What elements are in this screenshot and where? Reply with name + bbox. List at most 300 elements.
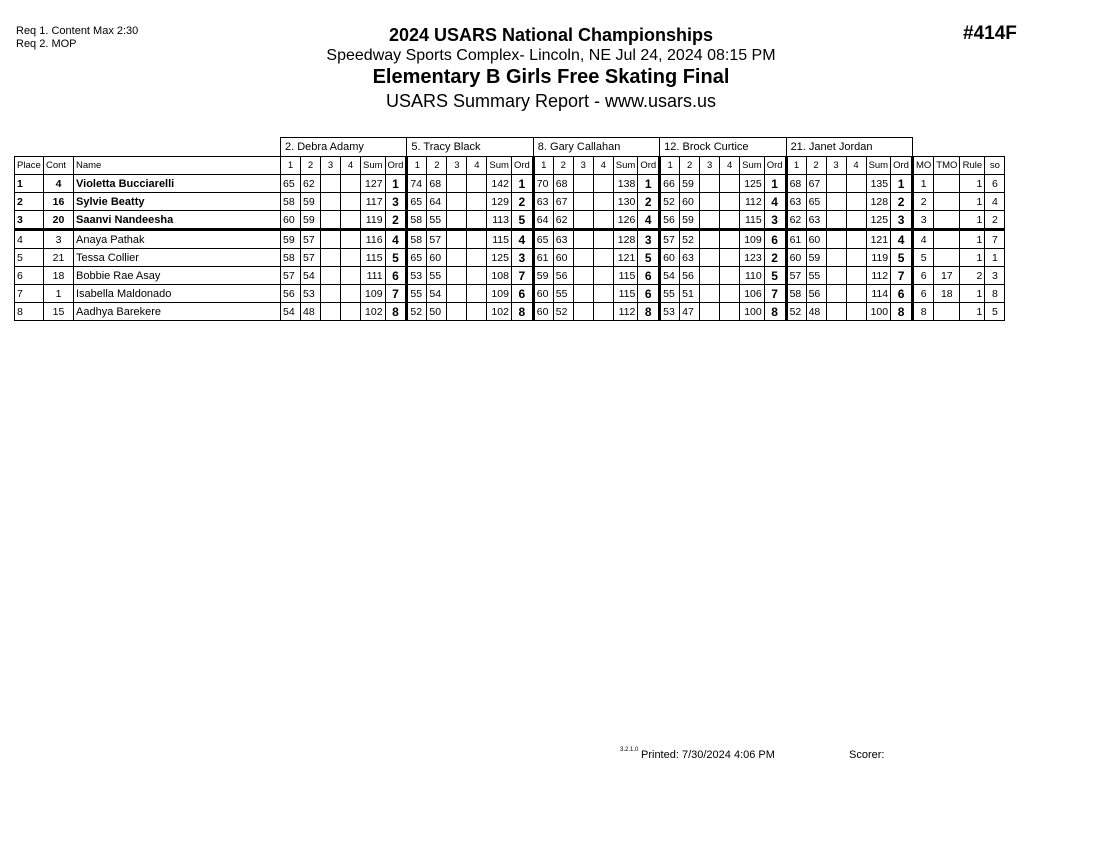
skater-name: Saanvi Nandeesha [74,211,281,230]
score-3 [700,303,720,321]
ordinal: 5 [511,211,533,230]
score-sum: 102 [487,303,512,321]
ordinal: 8 [891,303,913,321]
score-2: 67 [553,193,573,211]
event-code: #414F [963,23,1017,44]
score-3 [573,285,593,303]
ordinal: 5 [891,249,913,267]
header-judge-col: 1 [660,157,680,175]
score-sum: 125 [487,249,512,267]
score-4 [846,193,866,211]
event-title: Elementary B Girls Free Skating Final [372,66,730,88]
score-4 [341,249,361,267]
score-2: 47 [680,303,700,321]
score-4 [720,267,740,285]
skater-name: Sylvie Beatty [74,193,281,211]
cont-cell: 16 [44,193,74,211]
ordinal: 1 [385,175,407,193]
ordinal: 6 [764,230,786,249]
score-1: 52 [660,193,680,211]
score-sum: 128 [866,193,891,211]
score-1: 65 [281,175,301,193]
header-judge-col: 1 [407,157,427,175]
score-2: 59 [301,211,321,230]
score-2: 48 [806,303,826,321]
rule-cell: 2 [960,267,985,285]
table-row [15,285,1005,303]
score-sum: 121 [866,230,891,249]
score-3 [573,211,593,230]
header-judge-col: Ord [511,157,533,175]
ordinal: 5 [764,267,786,285]
ordinal: 6 [638,267,660,285]
score-4 [341,211,361,230]
requirement-1: Req 1. Content Max 2:30 [16,25,139,37]
ordinal: 3 [638,230,660,249]
score-4 [720,175,740,193]
requirements [16,25,138,51]
score-1: 60 [786,249,806,267]
score-2: 57 [301,230,321,249]
score-1: 60 [281,211,301,230]
header-judge-col: 4 [467,157,487,175]
score-1: 59 [533,267,553,285]
score-2: 53 [301,285,321,303]
place-cell: 2 [15,193,44,211]
score-3 [826,230,846,249]
score-sum: 108 [487,267,512,285]
tmo-cell [934,175,960,193]
score-sum: 128 [613,230,638,249]
score-4 [720,249,740,267]
place-cell: 7 [15,285,44,303]
so-cell: 3 [985,267,1005,285]
header-judge-col: 3 [700,157,720,175]
header-cont: Cont [44,157,74,175]
score-2: 56 [553,267,573,285]
header-judge-col: 3 [573,157,593,175]
score-1: 56 [281,285,301,303]
score-2: 59 [301,193,321,211]
cont-cell: 4 [44,175,74,193]
place-cell: 3 [15,211,44,230]
rule-cell: 1 [960,175,985,193]
score-4 [341,175,361,193]
ordinal: 6 [385,267,407,285]
place-cell: 6 [15,267,44,285]
score-1: 56 [660,211,680,230]
ordinal: 6 [511,285,533,303]
score-4 [846,303,866,321]
score-1: 70 [533,175,553,193]
score-sum: 109 [740,230,765,249]
score-2: 62 [553,211,573,230]
score-1: 74 [407,175,427,193]
score-3 [447,267,467,285]
table-row [15,267,1005,285]
score-sum: 127 [361,175,386,193]
score-3 [700,249,720,267]
score-3 [700,267,720,285]
score-sum: 125 [740,175,765,193]
header-judge-col: 3 [321,157,341,175]
score-2: 48 [301,303,321,321]
score-3 [447,285,467,303]
mo-cell: 5 [912,249,933,267]
score-2: 60 [553,249,573,267]
header-judge-col: Sum [361,157,386,175]
score-2: 55 [806,267,826,285]
score-1: 61 [786,230,806,249]
score-sum: 112 [613,303,638,321]
score-1: 65 [407,249,427,267]
score-1: 58 [281,249,301,267]
score-sum: 100 [866,303,891,321]
score-sum: 130 [613,193,638,211]
score-sum: 142 [487,175,512,193]
score-sum: 112 [866,267,891,285]
score-4 [467,193,487,211]
score-4 [341,230,361,249]
cont-cell: 21 [44,249,74,267]
so-cell: 2 [985,211,1005,230]
score-sum: 106 [740,285,765,303]
score-1: 60 [533,303,553,321]
score-2: 59 [680,175,700,193]
header-judge-col: 2 [680,157,700,175]
score-sum: 115 [613,285,638,303]
ordinal: 8 [385,303,407,321]
header-judge-col: 3 [447,157,467,175]
score-4 [593,211,613,230]
score-1: 65 [407,193,427,211]
score-3 [573,193,593,211]
score-1: 55 [660,285,680,303]
header-judge-col: Ord [891,157,913,175]
ordinal: 4 [891,230,913,249]
ordinal: 8 [511,303,533,321]
tmo-cell [934,303,960,321]
score-4 [846,249,866,267]
header-judge-col: 4 [846,157,866,175]
score-3 [321,285,341,303]
so-cell: 8 [985,285,1005,303]
blank-cell [15,138,281,157]
score-sum: 123 [740,249,765,267]
score-sum: 135 [866,175,891,193]
mo-cell: 3 [912,211,933,230]
score-3 [700,230,720,249]
score-3 [447,175,467,193]
score-3 [321,249,341,267]
score-4 [467,285,487,303]
table-row [15,303,1005,321]
skater-name: Aadhya Barekere [74,303,281,321]
score-sum: 109 [361,285,386,303]
score-3 [321,193,341,211]
venue-date: Speedway Sports Complex- Lincoln, NE Jul 24, 2024 08:15 PM [326,47,776,64]
score-4 [341,303,361,321]
rule-cell: 1 [960,211,985,230]
header-judge-col: Ord [764,157,786,175]
ordinal: 7 [891,267,913,285]
score-3 [447,230,467,249]
score-sum: 111 [361,267,386,285]
rule-cell: 1 [960,249,985,267]
score-2: 59 [680,211,700,230]
score-2: 68 [427,175,447,193]
tmo-cell [934,211,960,230]
tmo-cell [934,193,960,211]
judge-name: 2. Debra Adamy [281,138,407,157]
mo-cell: 6 [912,285,933,303]
ordinal: 2 [511,193,533,211]
score-2: 63 [553,230,573,249]
score-sum: 112 [740,193,765,211]
score-3 [826,175,846,193]
ordinal: 3 [385,193,407,211]
score-3 [447,303,467,321]
scorer-label: Scorer: [849,749,885,761]
score-2: 54 [301,267,321,285]
ordinal: 6 [891,285,913,303]
score-sum: 109 [487,285,512,303]
score-2: 60 [680,193,700,211]
score-3 [447,211,467,230]
score-sum: 119 [361,211,386,230]
ordinal: 1 [891,175,913,193]
skater-name: Bobbie Rae Asay [74,267,281,285]
score-1: 57 [281,267,301,285]
score-sum: 113 [487,211,512,230]
tmo-cell [934,230,960,249]
header-judge-col: 4 [341,157,361,175]
championship-title: 2024 USARS National Championships [388,25,714,45]
mo-cell: 6 [912,267,933,285]
score-3 [321,175,341,193]
score-4 [720,211,740,230]
score-3 [447,249,467,267]
score-2: 62 [301,175,321,193]
score-4 [720,285,740,303]
score-1: 57 [660,230,680,249]
score-1: 53 [660,303,680,321]
header-judge-col: 1 [786,157,806,175]
so-cell: 6 [985,175,1005,193]
header-judge-col: Ord [638,157,660,175]
score-sum: 126 [613,211,638,230]
score-4 [467,267,487,285]
header-name: Name [74,157,281,175]
ordinal: 4 [511,230,533,249]
score-sum: 100 [740,303,765,321]
mo-cell: 1 [912,175,933,193]
rule-cell: 1 [960,230,985,249]
score-1: 58 [786,285,806,303]
requirement-2: Req 2. MOP [16,38,77,50]
tmo-cell: 17 [934,267,960,285]
report-header [250,24,852,113]
score-sum: 115 [487,230,512,249]
score-2: 54 [427,285,447,303]
ordinal: 8 [638,303,660,321]
score-1: 62 [786,211,806,230]
score-4 [593,175,613,193]
ordinal: 4 [385,230,407,249]
score-3 [573,249,593,267]
score-1: 61 [533,249,553,267]
ordinal: 3 [511,249,533,267]
header-rule: Rule [960,157,985,175]
score-sum: 110 [740,267,765,285]
score-1: 52 [786,303,806,321]
score-3 [321,230,341,249]
score-3 [826,193,846,211]
table-row [15,193,1005,211]
score-sum: 129 [487,193,512,211]
ordinal: 3 [764,211,786,230]
score-4 [846,175,866,193]
score-sum: 138 [613,175,638,193]
score-1: 59 [281,230,301,249]
header-so: so [985,157,1005,175]
score-1: 55 [407,285,427,303]
score-3 [826,267,846,285]
score-2: 55 [427,211,447,230]
place-cell: 1 [15,175,44,193]
rule-cell: 1 [960,193,985,211]
score-sum: 125 [866,211,891,230]
score-2: 56 [680,267,700,285]
header-judge-col: 2 [553,157,573,175]
judge-name: 5. Tracy Black [407,138,533,157]
header-place: Place [15,157,44,175]
blank-cell [912,138,1004,157]
place-cell: 8 [15,303,44,321]
rule-cell: 1 [960,303,985,321]
score-sum: 115 [740,211,765,230]
score-3 [700,211,720,230]
score-4 [341,267,361,285]
score-3 [573,267,593,285]
score-3 [321,303,341,321]
score-sum: 119 [866,249,891,267]
score-1: 57 [786,267,806,285]
score-4 [593,267,613,285]
header-judge-col: Sum [487,157,512,175]
so-cell: 7 [985,230,1005,249]
score-sum: 114 [866,285,891,303]
score-4 [593,285,613,303]
header-mo: MO [912,157,933,175]
score-4 [341,285,361,303]
score-3 [700,175,720,193]
header-tmo: TMO [934,157,960,175]
results-table [14,137,1005,321]
score-4 [341,193,361,211]
score-sum: 116 [361,230,386,249]
score-2: 56 [806,285,826,303]
skater-name: Violetta Bucciarelli [74,175,281,193]
score-2: 60 [806,230,826,249]
rule-cell: 1 [960,285,985,303]
score-4 [593,303,613,321]
score-2: 59 [806,249,826,267]
skater-name: Anaya Pathak [74,230,281,249]
score-3 [826,303,846,321]
score-2: 50 [427,303,447,321]
score-4 [467,249,487,267]
score-1: 64 [533,211,553,230]
so-cell: 4 [985,193,1005,211]
score-4 [720,230,740,249]
judge-name: 21. Janet Jordan [786,138,912,157]
score-1: 63 [786,193,806,211]
header-judge-col: 1 [533,157,553,175]
header-judge-col: Sum [613,157,638,175]
score-1: 54 [281,303,301,321]
score-4 [846,211,866,230]
score-3 [573,230,593,249]
report-title: USARS Summary Report - www.usars.us [385,91,717,111]
score-4 [467,230,487,249]
ordinal: 6 [638,285,660,303]
score-2: 68 [553,175,573,193]
mo-cell: 4 [912,230,933,249]
table-row [15,230,1005,249]
column-header-row [15,157,1005,175]
ordinal: 4 [764,193,786,211]
ordinal: 2 [764,249,786,267]
table-row [15,211,1005,230]
score-4 [593,193,613,211]
header-judge-col: Sum [740,157,765,175]
ordinal: 2 [891,193,913,211]
score-3 [700,193,720,211]
score-4 [593,249,613,267]
ordinal: 7 [764,285,786,303]
ordinal: 2 [638,193,660,211]
judges-row [15,138,1005,157]
score-2: 63 [680,249,700,267]
mo-cell: 2 [912,193,933,211]
score-1: 58 [407,211,427,230]
ordinal: 3 [891,211,913,230]
ordinal: 4 [638,211,660,230]
score-2: 64 [427,193,447,211]
ordinal: 1 [638,175,660,193]
score-1: 60 [660,249,680,267]
score-4 [467,175,487,193]
header-judge-col: 2 [427,157,447,175]
score-3 [826,211,846,230]
score-3 [321,211,341,230]
table-row [15,249,1005,267]
score-1: 58 [281,193,301,211]
cont-cell: 3 [44,230,74,249]
ordinal: 7 [511,267,533,285]
score-1: 58 [407,230,427,249]
place-cell: 4 [15,230,44,249]
header-judge-col: 4 [720,157,740,175]
score-1: 52 [407,303,427,321]
header-judge-col: 4 [593,157,613,175]
score-2: 55 [427,267,447,285]
score-3 [826,249,846,267]
version-label: 3.2.1.0 [620,747,639,753]
cont-cell: 15 [44,303,74,321]
ordinal: 5 [385,249,407,267]
